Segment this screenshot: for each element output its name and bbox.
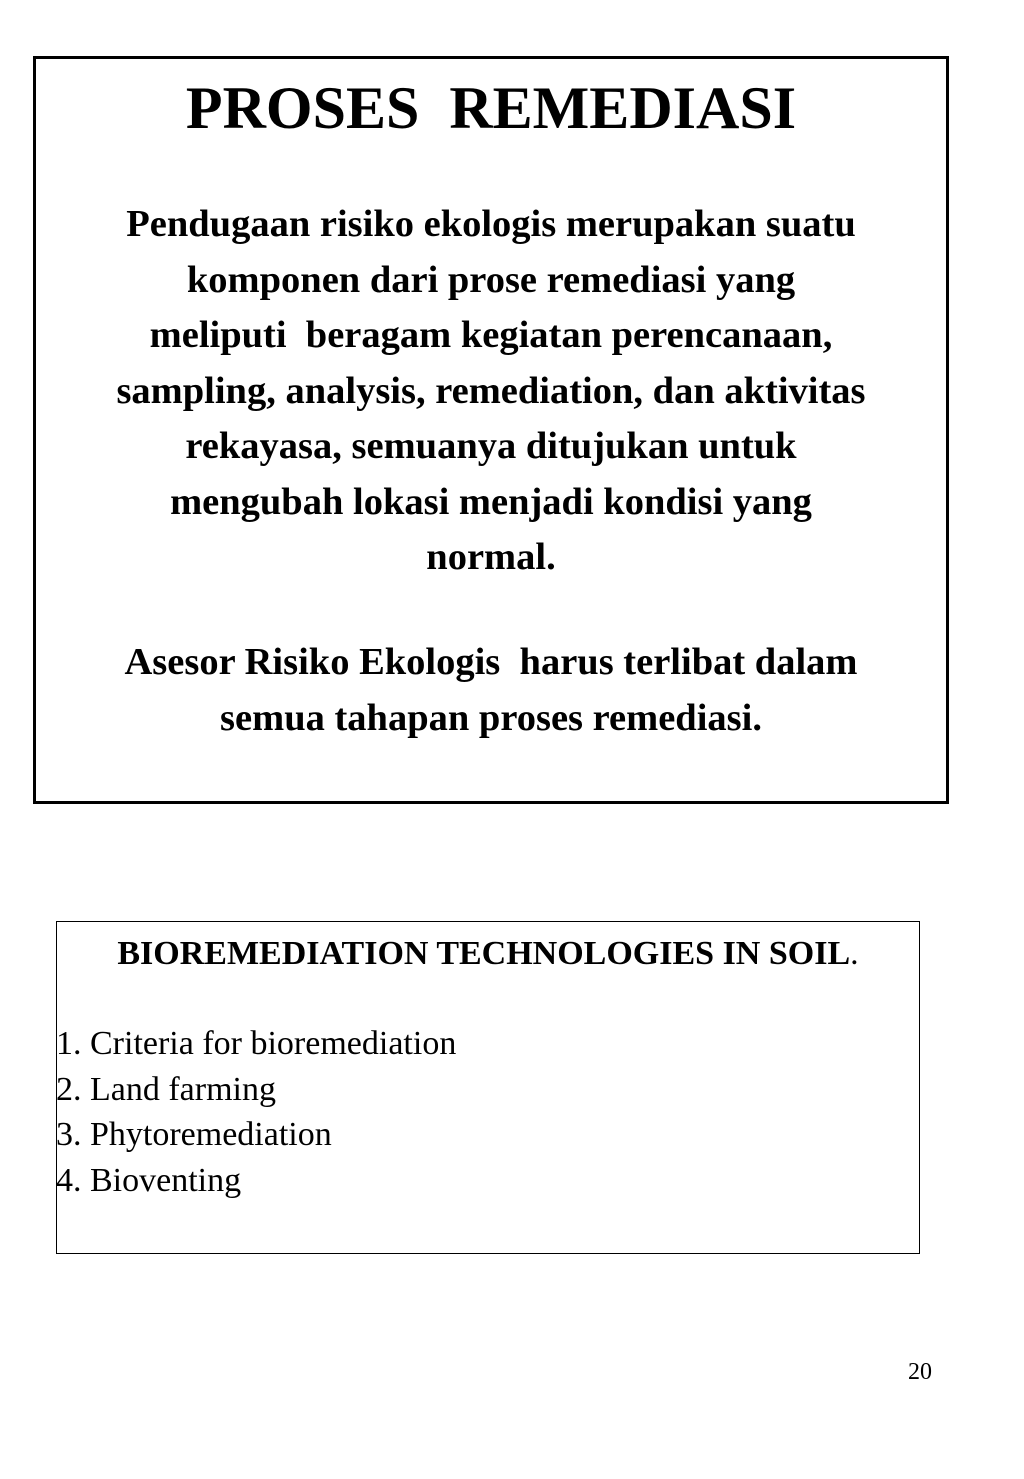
- paragraph1-line: normal.: [426, 536, 556, 578]
- paragraph1-line: meliputi beragam kegiatan perencanaan,: [149, 314, 833, 356]
- paragraph1-line: Pendugaan risiko ekologis merupakan suatu: [126, 203, 856, 245]
- box2-title-period: .: [850, 935, 859, 972]
- remediation-process-box: [33, 56, 949, 804]
- paragraph1-line: rekayasa, semuanya ditujukan untuk: [185, 425, 797, 467]
- list-item: 3. Phytoremediation: [56, 1116, 332, 1153]
- box1-title: PROSES REMEDIASI: [185, 75, 797, 141]
- technology-list: [56, 1021, 920, 1203]
- list-item: 2. Land farming: [56, 1070, 276, 1108]
- list-item: 1. Criteria for bioremediation: [56, 1025, 457, 1062]
- assessor-paragraph: [42, 635, 940, 746]
- list-item: 4. Bioventing: [56, 1161, 242, 1199]
- page-number: 20: [908, 1359, 932, 1385]
- paragraph2-line: semua tahapan proses remediasi.: [220, 696, 762, 739]
- risk-assessment-paragraph: [42, 197, 940, 586]
- box2-title: [57, 932, 919, 976]
- paragraph1-line: komponen dari prose remediasi yang: [186, 258, 796, 301]
- box2-title-text: BIOREMEDIATION TECHNOLOGIES IN SOIL: [117, 935, 851, 972]
- paragraph2-line: Asesor Risiko Ekologis harus terlibat dalam: [124, 641, 858, 683]
- paragraph1-line: sampling, analysis, remediation, dan aktivitas: [116, 369, 866, 412]
- paragraph1-line: mengubah lokasi menjadi kondisi yang: [170, 480, 812, 523]
